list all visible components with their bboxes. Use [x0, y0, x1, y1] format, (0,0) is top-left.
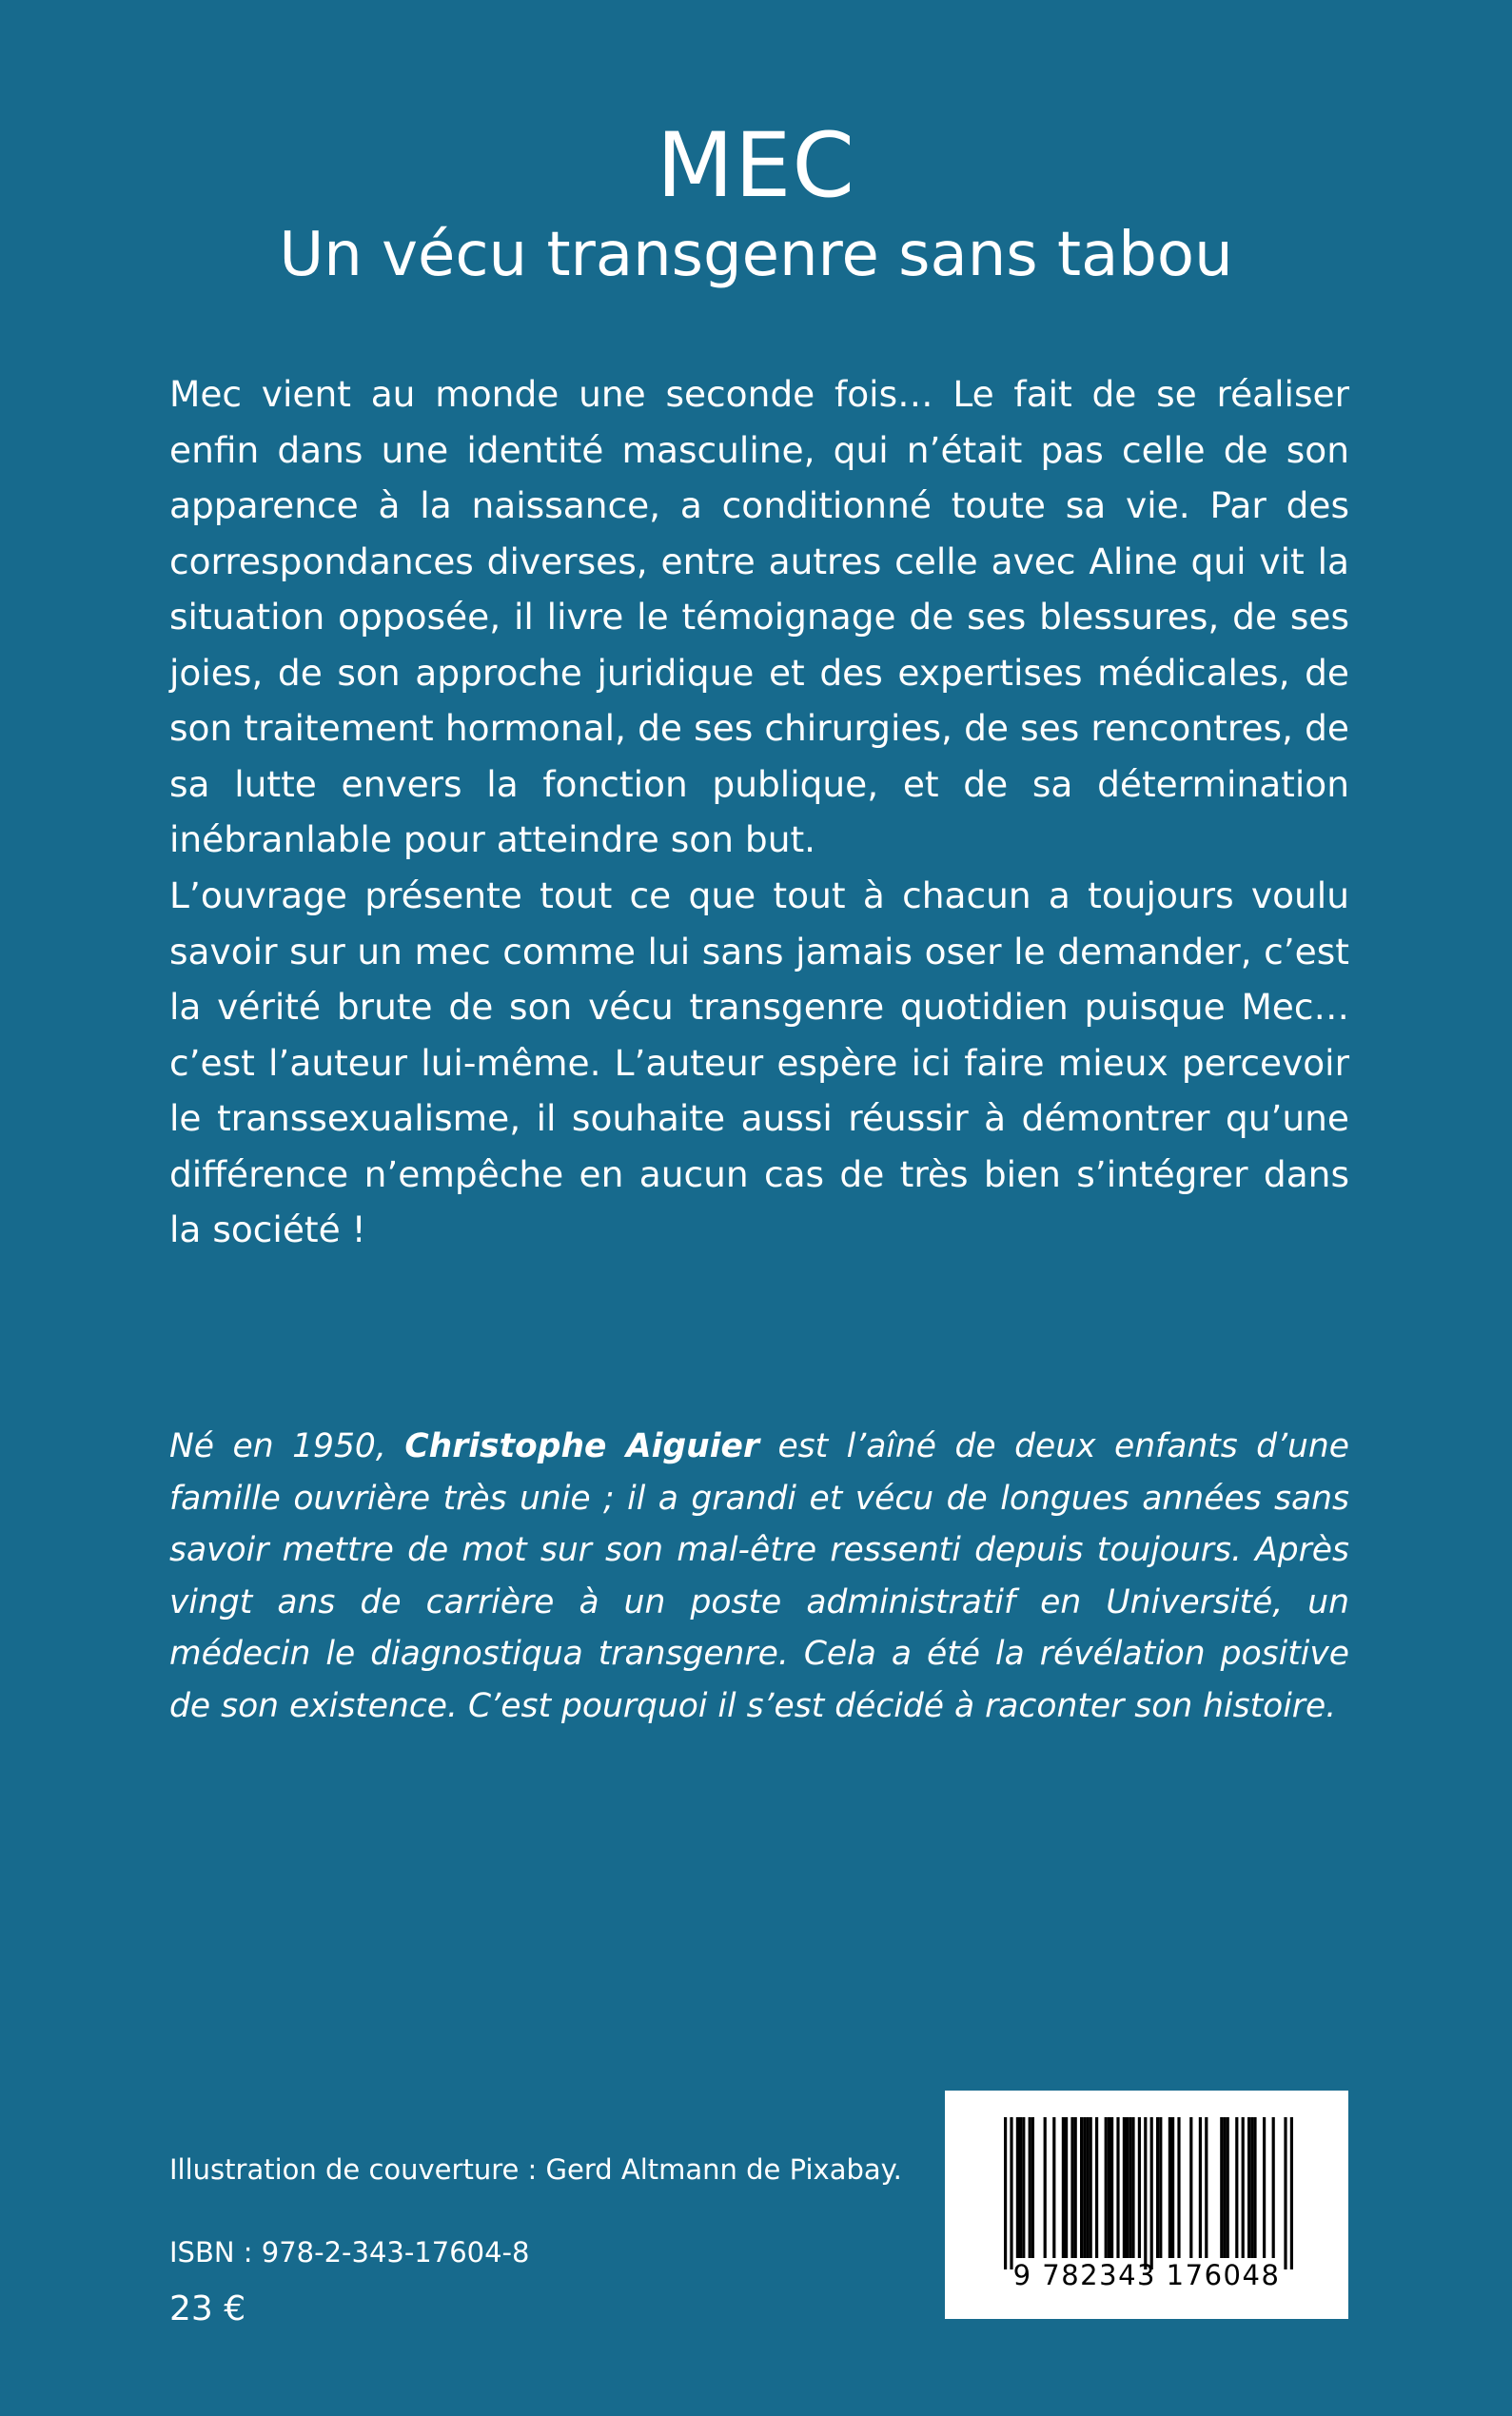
- barcode-bar: [1105, 2117, 1108, 2258]
- barcode-bar: [1177, 2117, 1180, 2258]
- barcode-bar: [1159, 2117, 1162, 2258]
- barcode-bar: [1010, 2117, 1012, 2269]
- book-title: MEC: [656, 114, 856, 218]
- barcode-bar: [1223, 2117, 1226, 2258]
- author-name: Christophe Aiguier: [404, 1427, 759, 1465]
- barcode-bar: [1220, 2117, 1223, 2258]
- barcode-bar: [1070, 2117, 1073, 2258]
- synopsis-paragraph-2: L’ouvrage présente tout ce que tout à chacun a toujours voulu savoir sur un mec comme lui sans jamais oser le demander, c’est la vérité brute de son vécu transgenre quotidien puisque Mec… c’est l’auteur lui-même. L’auteur espère ici faire mieux percevoir le transsexualisme, il souhaite aussi réussir à démontrer qu’une différence n’empêche en aucun cas de très bien s’intégrer dans la société !: [169, 874, 1349, 1250]
- barcode-bar: [1052, 2117, 1055, 2258]
- author-bio: [169, 1421, 1349, 1732]
- barcode-bar: [1131, 2117, 1134, 2258]
- barcode-bar: [1242, 2117, 1245, 2258]
- barcode-bar: [1250, 2117, 1253, 2258]
- barcode-digits: 9 782343 176048: [1012, 2259, 1281, 2291]
- barcode-bar: [1189, 2117, 1192, 2258]
- barcode-bar: [1029, 2117, 1031, 2258]
- barcode-bar: [1290, 2117, 1293, 2269]
- barcode: [945, 2091, 1348, 2319]
- book-subtitle: Un vécu transgenre sans tabou: [279, 220, 1233, 290]
- synopsis-paragraph-1: Mec vient au monde une seconde fois… Le fait de se réaliser enfin dans une identité masculine, qui n’était pas celle de son apparence à la naissance, a conditionné toute sa vie. Par des correspondances diverses, entre autres celle avec Aline qui vit la situation opposée, il livre le témoignage de ses blessures, de ses joies, de son approche juridique et des expertises médicales, de son traitement hormonal, de ses chirurgies, de ses rencontres, de sa lutte envers la fonction publique, et de sa détermination inébranlable pour atteindre son but.: [169, 373, 1349, 860]
- barcode-bar: [1123, 2117, 1126, 2258]
- bio-text: est l’aîné de deux enfants d’une famille ouvrière très unie ; il a grandi et vécu de longues années sans savoir mettre de mot sur son mal-être ressenti depuis toujours. Après vingt ans de carrière à un poste administratif en Université, un médecin le diagnostiqua transgenre. Cela a été la révélation positive de son existence. C’est pourquoi il s’est décidé à raconter son histoire.: [169, 1427, 1350, 1725]
- barcode-bar: [1016, 2117, 1019, 2258]
- barcode-bar: [1095, 2117, 1098, 2258]
- barcode-bar: [1247, 2117, 1250, 2258]
- barcode-bar: [1108, 2117, 1110, 2258]
- barcode-bar: [1138, 2117, 1141, 2258]
- barcode-bar: [1019, 2117, 1022, 2258]
- barcode-bar: [1144, 2117, 1147, 2269]
- barcode-bar: [1156, 2117, 1159, 2258]
- barcode-bar: [1168, 2117, 1171, 2258]
- barcode-bar: [1129, 2117, 1131, 2258]
- price: 23 €: [169, 2289, 246, 2328]
- barcode-bar: [1065, 2117, 1068, 2258]
- barcode-bar: [1205, 2117, 1208, 2258]
- barcode-bar: [1083, 2117, 1086, 2258]
- barcode-bar: [1110, 2117, 1113, 2258]
- barcode-bar: [1263, 2117, 1266, 2258]
- barcode-bar: [1086, 2117, 1089, 2258]
- barcode-bar: [1090, 2117, 1092, 2258]
- barcode-bar: [1031, 2117, 1034, 2258]
- barcode-bar: [1116, 2117, 1119, 2258]
- barcode-bar: [1150, 2117, 1153, 2269]
- illustration-credit: Illustration de couverture : Gerd Altmann de Pixabay.: [169, 2153, 902, 2186]
- barcode-bar: [1227, 2117, 1229, 2258]
- barcode-bar: [1004, 2117, 1007, 2269]
- barcode-bar: [1022, 2117, 1025, 2258]
- barcode-bar: [1080, 2117, 1083, 2258]
- barcode-bar: [1126, 2117, 1129, 2258]
- barcode-bar: [1199, 2117, 1202, 2258]
- barcode-bar: [1062, 2117, 1065, 2258]
- isbn: ISBN : 978-2-343-17604-8: [169, 2236, 530, 2269]
- barcode-bar: [1284, 2117, 1286, 2269]
- barcode-bar: [1074, 2117, 1077, 2258]
- barcode-bar: [1272, 2117, 1275, 2258]
- barcode-bar: [1253, 2117, 1256, 2258]
- bio-prefix: Né en 1950,: [169, 1427, 405, 1465]
- barcode-bar: [1171, 2117, 1174, 2258]
- barcode-bar: [1044, 2117, 1047, 2258]
- barcode-bar: [1235, 2117, 1238, 2258]
